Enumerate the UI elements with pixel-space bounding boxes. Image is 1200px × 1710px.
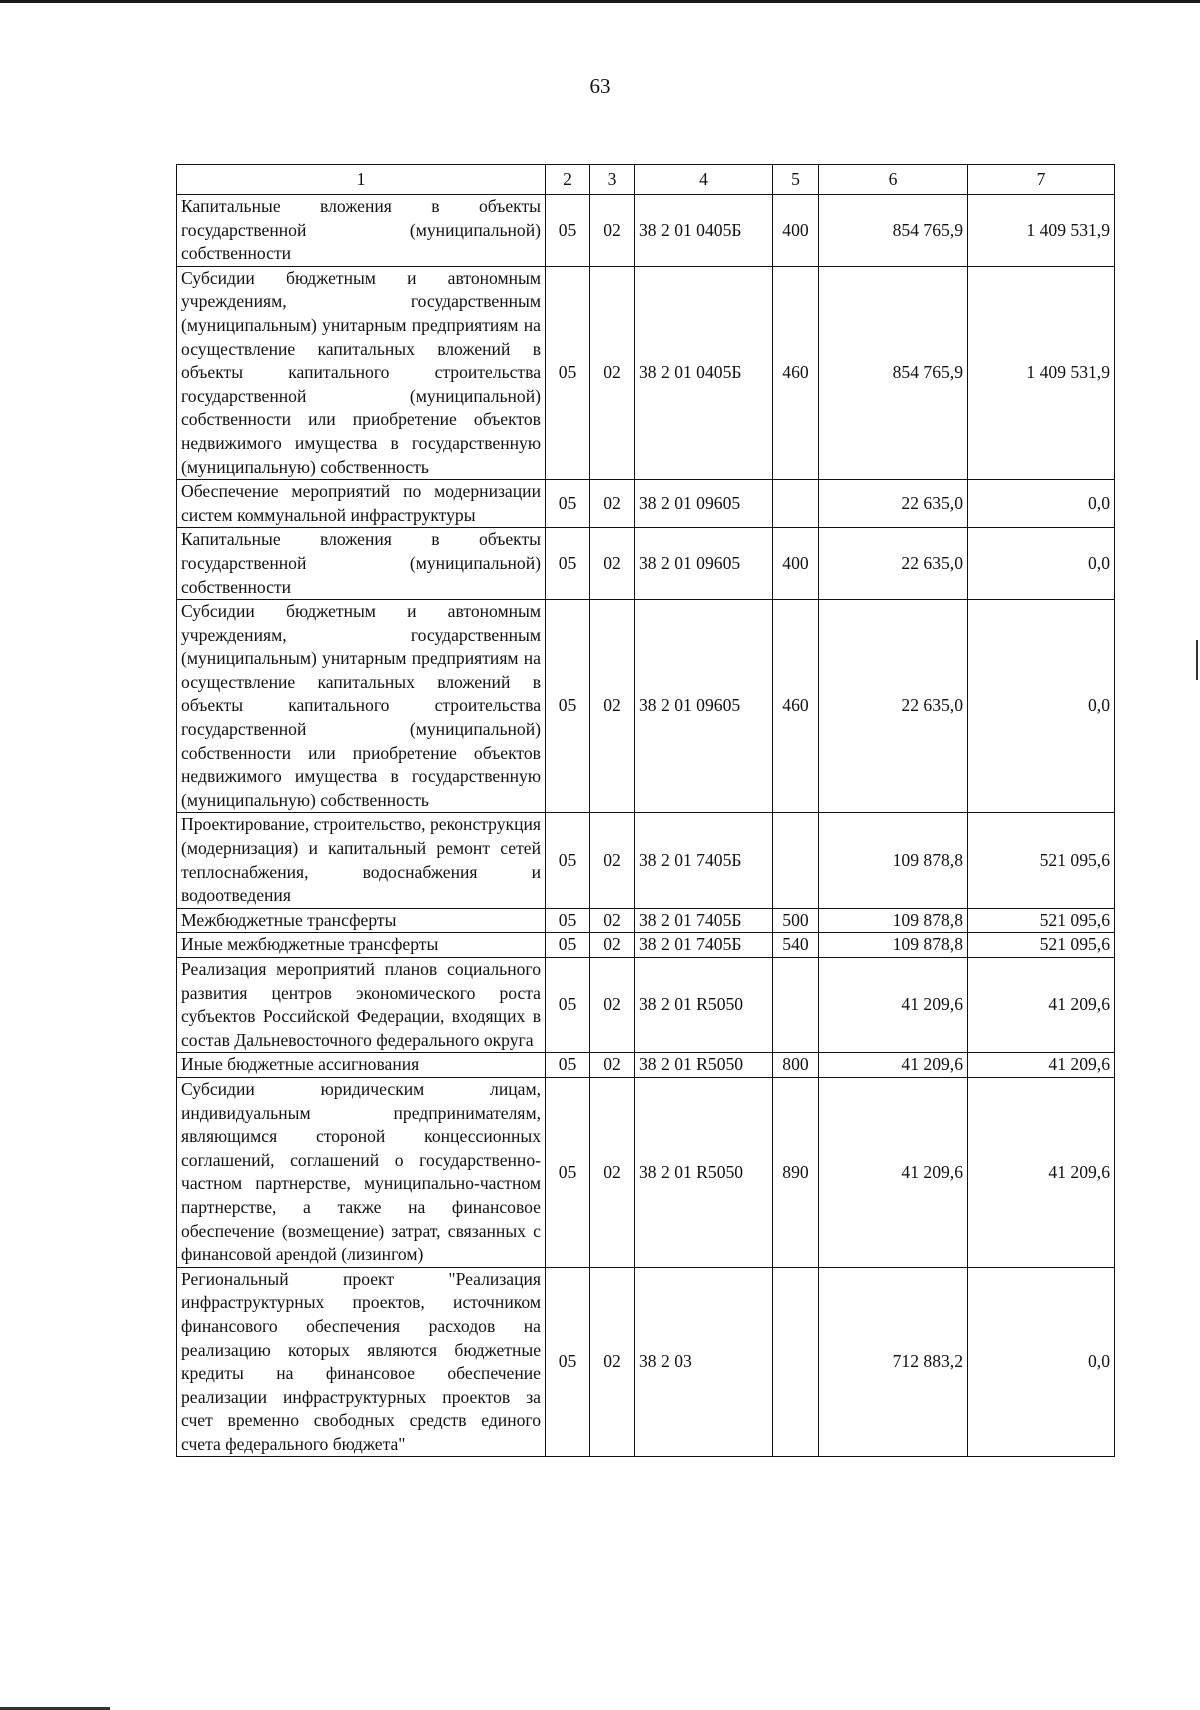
- row-subsection: 02: [590, 266, 635, 479]
- col-header-3: 3: [590, 165, 635, 195]
- row-name: Капитальные вложения в объекты государственной (муниципальной) собственности: [177, 528, 546, 600]
- table-row: [177, 1267, 1115, 1457]
- row-amount-6: 854 765,9: [819, 195, 968, 267]
- row-amount-6: 22 635,0: [819, 528, 968, 600]
- row-subsection: 02: [590, 933, 635, 958]
- row-target-code: 38 2 01 09605: [635, 480, 773, 528]
- row-expense-type: 800: [773, 1053, 819, 1078]
- row-subsection: 02: [590, 908, 635, 933]
- row-name: Субсидии юридическим лицам, индивидуальным предпринимателям, являющимся стороной концессионных соглашений, соглашений о государственно-частном партнерстве, муниципально-частном партнерстве, а также на финансовое обеспечение (возмещение) затрат, связанных с финансовой арендой (лизингом): [177, 1077, 546, 1267]
- row-expense-type: [773, 1267, 819, 1457]
- row-target-code: 38 2 01 7405Б: [635, 933, 773, 958]
- row-amount-7: 0,0: [968, 528, 1115, 600]
- table-row: [177, 195, 1115, 267]
- col-header-5: 5: [773, 165, 819, 195]
- row-amount-7: 1 409 531,9: [968, 266, 1115, 479]
- row-amount-6: 712 883,2: [819, 1267, 968, 1457]
- table-row: [177, 266, 1115, 479]
- table-row: [177, 1053, 1115, 1078]
- row-amount-6: 41 209,6: [819, 1077, 968, 1267]
- row-section: 05: [546, 1267, 590, 1457]
- row-expense-type: 460: [773, 266, 819, 479]
- row-amount-7: 41 209,6: [968, 1077, 1115, 1267]
- row-section: 05: [546, 958, 590, 1053]
- row-amount-7: 521 095,6: [968, 908, 1115, 933]
- row-section: 05: [546, 266, 590, 479]
- row-amount-7: 41 209,6: [968, 1053, 1115, 1078]
- row-amount-7: 1 409 531,9: [968, 195, 1115, 267]
- row-amount-7: 0,0: [968, 480, 1115, 528]
- row-subsection: 02: [590, 600, 635, 813]
- row-target-code: 38 2 01 7405Б: [635, 908, 773, 933]
- row-expense-type: 460: [773, 600, 819, 813]
- row-name: Капитальные вложения в объекты государственной (муниципальной) собственности: [177, 195, 546, 267]
- budget-table: [176, 164, 1115, 1457]
- table-row: [177, 958, 1115, 1053]
- row-name: Межбюджетные трансферты: [177, 908, 546, 933]
- row-subsection: 02: [590, 1077, 635, 1267]
- col-header-7: 7: [968, 165, 1115, 195]
- row-section: 05: [546, 195, 590, 267]
- row-name: Иные бюджетные ассигнования: [177, 1053, 546, 1078]
- row-expense-type: [773, 813, 819, 908]
- row-subsection: 02: [590, 1267, 635, 1457]
- row-section: 05: [546, 1077, 590, 1267]
- table-row: [177, 528, 1115, 600]
- row-subsection: 02: [590, 958, 635, 1053]
- row-section: 05: [546, 908, 590, 933]
- row-amount-7: 0,0: [968, 1267, 1115, 1457]
- col-header-1: 1: [177, 165, 546, 195]
- row-name: Субсидии бюджетным и автономным учреждениям, государственным (муниципальным) унитарным предприятиям на осуществление капитальных вложений в объекты капитального строительства государственной (муниципальной) собственности или приобретение объектов недвижимого имущества в государственную (муниципальную) собственность: [177, 600, 546, 813]
- row-name: Проектирование, строительство, реконструкция (модернизация) и капитальный ремонт сетей теплоснабжения, водоснабжения и водоотведения: [177, 813, 546, 908]
- row-amount-7: 0,0: [968, 600, 1115, 813]
- row-name: Обеспечение мероприятий по модернизации систем коммунальной инфраструктуры: [177, 480, 546, 528]
- row-amount-6: 109 878,8: [819, 813, 968, 908]
- row-amount-6: 41 209,6: [819, 958, 968, 1053]
- row-expense-type: 400: [773, 195, 819, 267]
- row-amount-6: 109 878,8: [819, 908, 968, 933]
- table-row: [177, 908, 1115, 933]
- page-number: 63: [589, 74, 611, 98]
- row-expense-type: 540: [773, 933, 819, 958]
- row-name: Иные межбюджетные трансферты: [177, 933, 546, 958]
- table-row: [177, 1077, 1115, 1267]
- row-amount-6: 41 209,6: [819, 1053, 968, 1078]
- row-target-code: 38 2 01 R5050: [635, 1077, 773, 1267]
- row-name: Субсидии бюджетным и автономным учреждениям, государственным (муниципальным) унитарным предприятиям на осуществление капитальных вложений в объекты капитального строительства государственной (муниципальной) собственности или приобретение объектов недвижимого имущества в государственную (муниципальную) собственность: [177, 266, 546, 479]
- row-amount-7: 521 095,6: [968, 933, 1115, 958]
- row-target-code: 38 2 01 09605: [635, 528, 773, 600]
- scan-top-border: [0, 0, 1200, 3]
- col-header-4: 4: [635, 165, 773, 195]
- row-amount-6: 854 765,9: [819, 266, 968, 479]
- row-section: 05: [546, 813, 590, 908]
- row-amount-7: 521 095,6: [968, 813, 1115, 908]
- row-target-code: 38 2 01 R5050: [635, 958, 773, 1053]
- row-target-code: 38 2 01 09605: [635, 600, 773, 813]
- row-section: 05: [546, 480, 590, 528]
- header-row: [177, 165, 1115, 195]
- row-target-code: 38 2 01 0405Б: [635, 195, 773, 267]
- table-row: [177, 600, 1115, 813]
- row-amount-6: 109 878,8: [819, 933, 968, 958]
- row-subsection: 02: [590, 528, 635, 600]
- row-expense-type: [773, 480, 819, 528]
- row-name: Региональный проект "Реализация инфраструктурных проектов, источником финансового обеспечения расходов на реализацию которых являются бюджетные кредиты на финансовое обеспечение реализации инфраструктурных проектов за счет временно свободных средств единого счета федерального бюджета": [177, 1267, 546, 1457]
- row-section: 05: [546, 1053, 590, 1078]
- row-expense-type: 890: [773, 1077, 819, 1267]
- row-amount-6: 22 635,0: [819, 480, 968, 528]
- row-section: 05: [546, 600, 590, 813]
- row-target-code: 38 2 03: [635, 1267, 773, 1457]
- col-header-6: 6: [819, 165, 968, 195]
- row-subsection: 02: [590, 813, 635, 908]
- table-row: [177, 933, 1115, 958]
- row-subsection: 02: [590, 195, 635, 267]
- row-name: Реализация мероприятий планов социального развития центров экономического роста субъектов Российской Федерации, входящих в состав Дальневосточного федерального округа: [177, 958, 546, 1053]
- row-expense-type: 400: [773, 528, 819, 600]
- row-subsection: 02: [590, 1053, 635, 1078]
- table-row: [177, 480, 1115, 528]
- row-section: 05: [546, 933, 590, 958]
- col-header-2: 2: [546, 165, 590, 195]
- row-target-code: 38 2 01 7405Б: [635, 813, 773, 908]
- table-row: [177, 813, 1115, 908]
- row-section: 05: [546, 528, 590, 600]
- row-subsection: 02: [590, 480, 635, 528]
- row-target-code: 38 2 01 R5050: [635, 1053, 773, 1078]
- row-amount-6: 22 635,0: [819, 600, 968, 813]
- row-amount-7: 41 209,6: [968, 958, 1115, 1053]
- row-expense-type: 500: [773, 908, 819, 933]
- row-target-code: 38 2 01 0405Б: [635, 266, 773, 479]
- row-expense-type: [773, 958, 819, 1053]
- scan-right-mark: [1196, 640, 1198, 680]
